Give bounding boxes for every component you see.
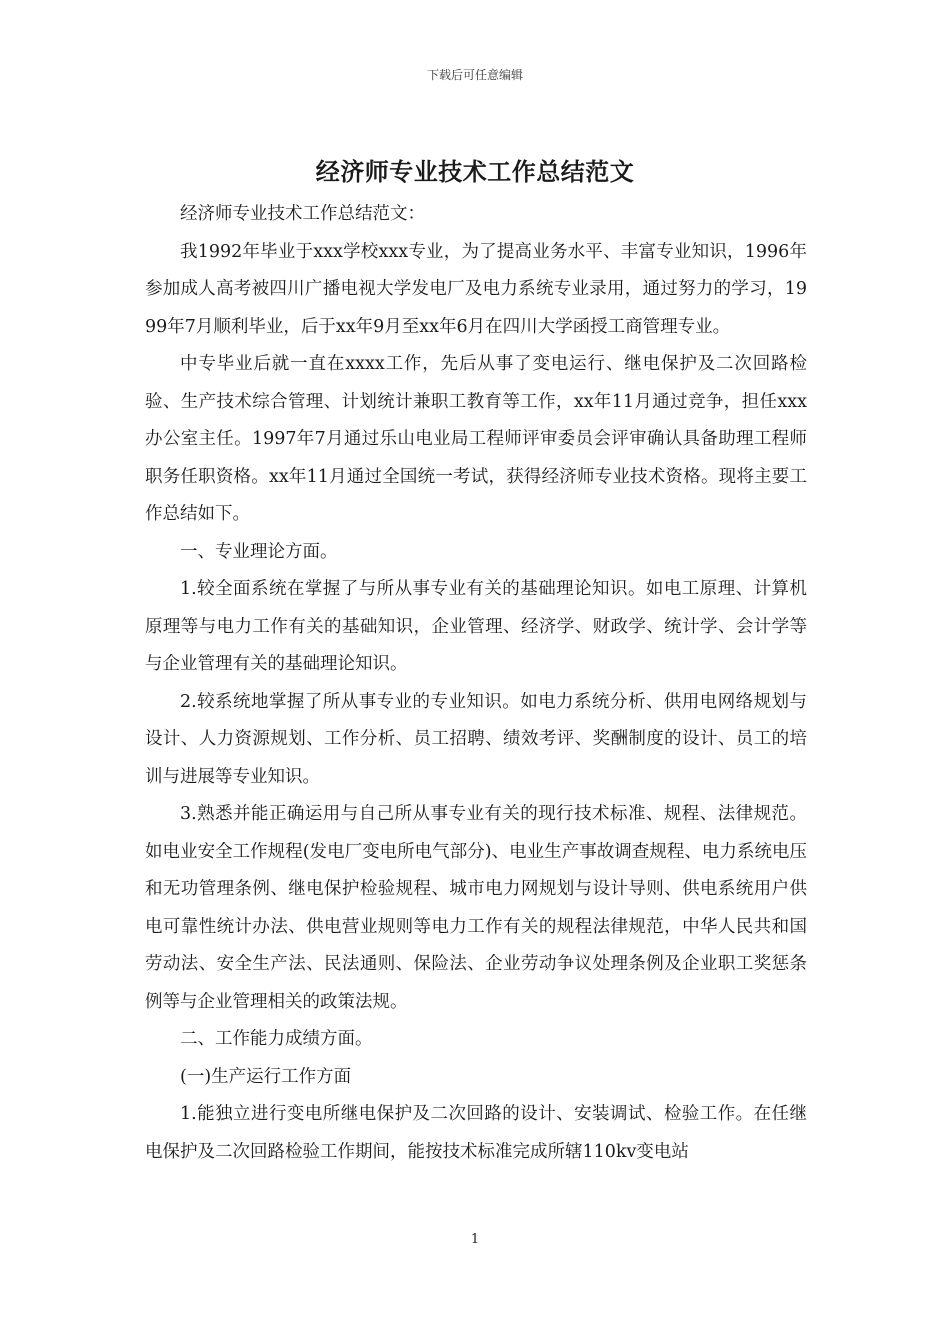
paragraph-theory-2: 2.较系统地掌握了所从事专业的专业知识。如电力系统分析、供用电网络规划与设计、人力资源规划、工作分析、员工招聘、绩效考评、奖酬制度的设计、员工的培训与进展等专业知识。 <box>145 691 807 787</box>
paragraph-work-history: 中专毕业后就一直在xxxx工作，先后从事了变电运行、继电保护及二次回路检验、生产技术综合管理、计划统计兼职工教育等工作，xx年11月通过竞争，担任xxx办公室主任。1997年7月通过乐山电业局工程师评审委员会评审确认具备助理工程师职务任职资格。xx年11月通过全国统一考试，获得经济师专业技术资格。现将主要工作总结如下。 <box>145 354 807 524</box>
paragraph-operation-1: 1.能独立进行变电所继电保护及二次回路的设计、安装调试、检验工作。在任继电保护及二次回路检验工作期间，能按技术标准完成所辖110kv变电站 <box>145 1104 807 1162</box>
section-heading-ability: 二、工作能力成绩方面。 <box>180 1029 373 1049</box>
header-note: 下载后可任意编辑 <box>426 68 523 82</box>
section-heading-theory: 一、专业理论方面。 <box>180 541 338 562</box>
document-body <box>145 196 807 1171</box>
subsection-heading-operation: (一)生产运行工作方面 <box>180 1066 352 1087</box>
page-number: 1 <box>470 1232 480 1247</box>
paragraph-intro: 经济师专业技术工作总结范文： <box>180 204 425 224</box>
paragraph-theory-3: 3.熟悉并能正确运用与自己所从事专业有关的现行技术标准、规程、法律规范。如电业安全工作规程(发电厂变电所电气部分)、电业生产事故调查规程、电力系统电压和无功管理条例、继电保护检验规程、城市电力网规划与设计导则、供电系统用户供电可靠性统计办法、供电营业规则等电力工作有关的规程法律规范，中华人民共和国劳动法、安全生产法、民法通则、保险法、企业劳动争议处理条例及企业职工奖惩条例等与企业管理相关的政策法规。 <box>145 804 807 1012</box>
document-title: 经济师专业技术工作总结范文 <box>315 157 635 186</box>
paragraph-education: 我1992年毕业于xxx学校xxx专业，为了提高业务水平、丰富专业知识，1996年参加成人高考被四川广播电视大学发电厂及电力系统专业录用，通过努力的学习，1999年7月顺利毕业，后于xx年9月至xx年6月在四川大学函授工商管理专业。 <box>145 241 807 337</box>
paragraph-theory-1: 1.较全面系统在掌握了与所从事专业有关的基础理论知识。如电工原理、计算机原理等与电力工作有关的基础知识，企业管理、经济学、财政学、统计学、会计学等与企业管理有关的基础理论知识。 <box>145 579 807 674</box>
